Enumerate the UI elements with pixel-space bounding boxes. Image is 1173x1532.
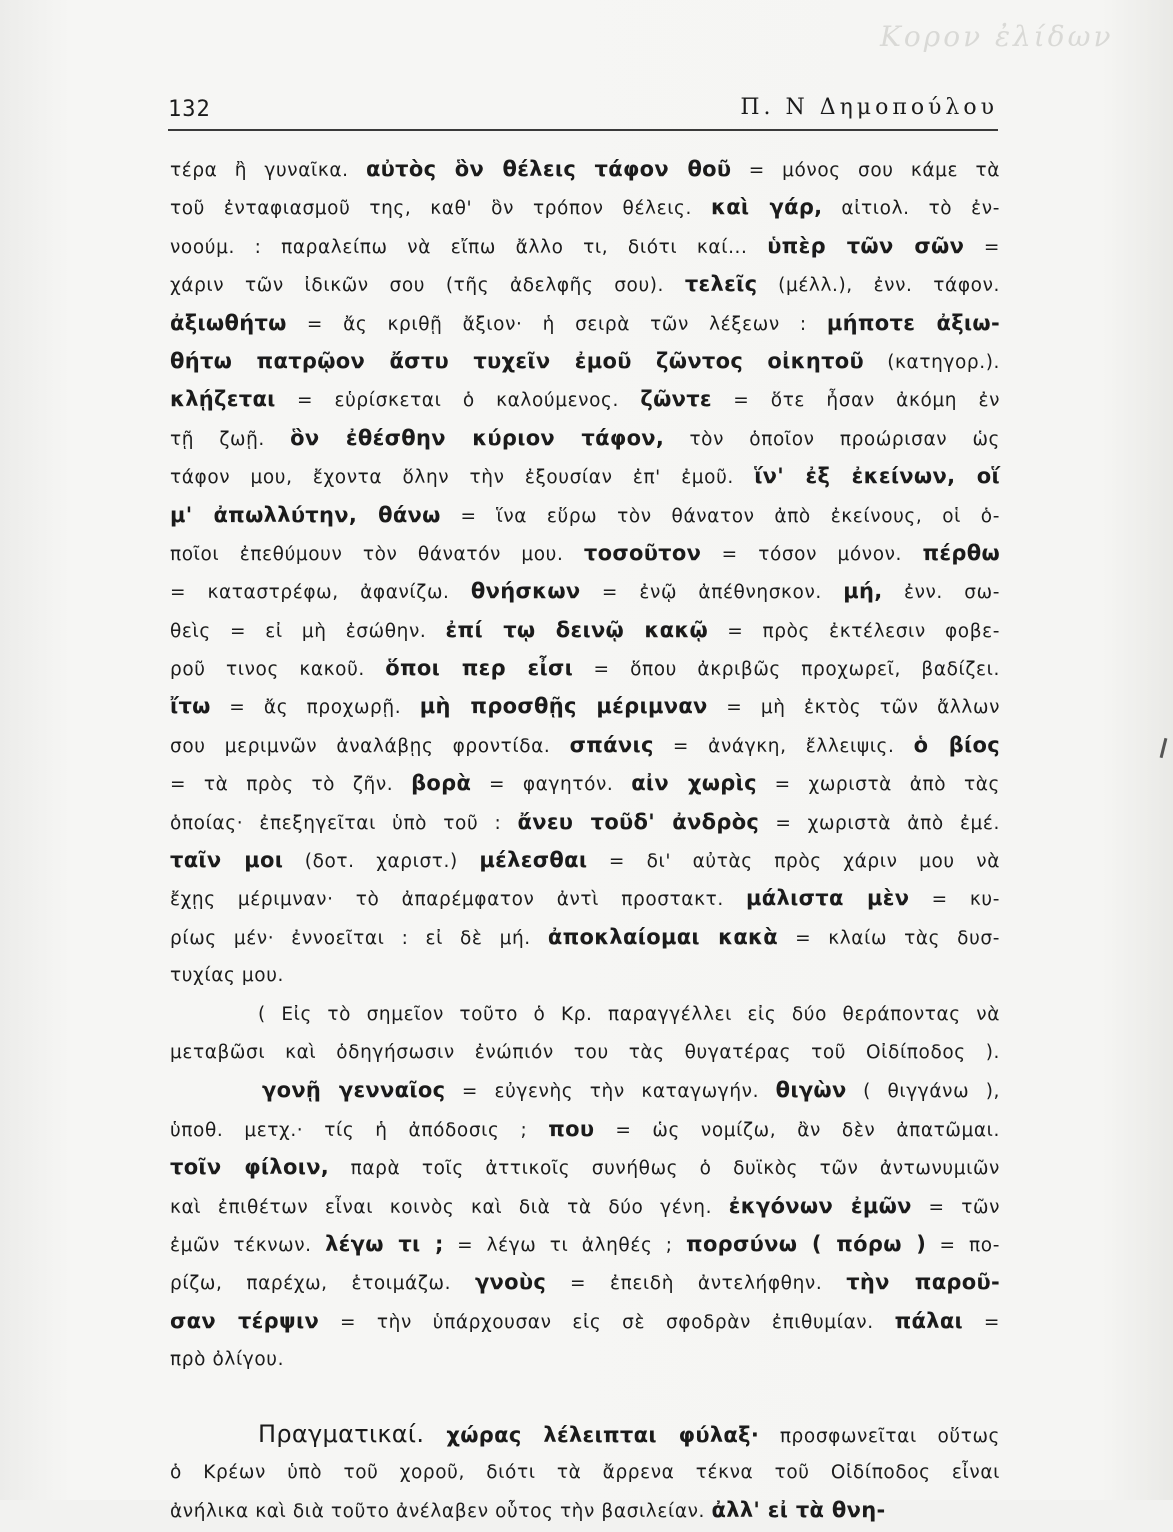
gloss-text: ἐνν. σω-	[882, 582, 1000, 604]
lemma-term: μὴ προσθῇς μέριμναν	[419, 694, 708, 719]
text-line	[170, 803, 1000, 841]
lemma-term: ζῶντε	[640, 387, 712, 412]
gloss-text: σου μεριμνῶν ἀναλάβῃς φροντίδα.	[170, 735, 570, 757]
gloss-text: μεταβῶσι καὶ ὁδηγήσωσιν ἐνώπιόν του τὰς θυγατέρας τοῦ Οἰδίποδος ).	[170, 1041, 1000, 1063]
gloss-text: νοούμ. : παραλείπω νὰ εἴπω ἄλλο τι, διότι καί...	[170, 236, 768, 258]
text-line	[170, 496, 1000, 534]
gloss-text: τυχίας μου.	[170, 965, 284, 987]
gloss-text: ( Εἰς τὸ σημεῖον τοῦτο ὁ Κρ. παραγγέλλει εἰς δύο θεράποντας νὰ	[258, 1003, 1000, 1025]
lemma-term: τοῖν φίλοιν,	[170, 1155, 330, 1180]
gloss-text: χάριν τῶν ἰδικῶν σου (τῆς ἀδελφῆς σου).	[170, 275, 685, 297]
lemma-term: μέλεσθαι	[479, 848, 588, 873]
text-line	[170, 649, 1000, 687]
commentary-body	[170, 150, 1000, 1530]
text-line	[170, 227, 1000, 265]
text-line	[170, 1110, 1000, 1148]
text-line	[170, 1071, 1000, 1109]
bleed-through-text: Κορον ἐλίδων	[880, 20, 1114, 53]
lemma-term: Πραγματικαί.	[258, 1419, 447, 1448]
text-line	[170, 726, 1000, 764]
gloss-text: = ἄς κριθῇ ἄξιον· ἡ σειρὰ τῶν λέξεων :	[286, 313, 827, 335]
lemma-term: βορὰ	[411, 771, 472, 796]
text-line	[170, 611, 1000, 649]
gloss-text: = ἐπειδὴ ἀντελήφθην.	[546, 1273, 847, 1295]
gloss-text: = ἐνῷ ἀπέθνησκον.	[580, 582, 844, 604]
text-line	[170, 995, 1000, 1033]
gloss-text: = ὡς νομίζω, ἂν δὲν ἀπατῶμαι.	[594, 1119, 1000, 1141]
lemma-term: αὐτὸς ὃν θέλεις τάφον θοῦ	[365, 157, 732, 181]
text-line	[170, 879, 1000, 917]
text-line	[170, 1148, 1000, 1186]
text-line	[170, 1453, 1000, 1491]
gloss-text: προσφωνεῖται οὕτως	[759, 1425, 1000, 1447]
text-line	[170, 534, 1000, 572]
text-line	[170, 1415, 1000, 1453]
lemma-term: θήτω πατρῷον ἄστυ τυχεῖν ἐμοῦ ζῶντος οἰκητοῦ	[170, 348, 865, 373]
lemma-term: θνήσκων	[470, 579, 581, 604]
lemma-term: χώρας λέλειπται φύλαξ·	[446, 1422, 760, 1447]
gloss-text: ὁποίας· ἐπεξηγεῖται ὑπὸ τοῦ :	[170, 812, 518, 834]
page-header	[168, 95, 998, 131]
gloss-text: παρὰ τοῖς ἀττικοῖς συνήθως ὁ δυϊκὸς τῶν ἀντωνυμιῶν	[329, 1158, 1000, 1180]
gloss-text: τῇ ζωῇ.	[170, 428, 291, 450]
text-line	[170, 572, 1000, 610]
lemma-term: θιγὼν	[775, 1078, 847, 1103]
lemma-term: μ' ἀπωλλύτην, θάνω	[170, 502, 441, 527]
gloss-text: αἰτιολ. τὸ ἐν-	[822, 198, 1000, 220]
gloss-text: = ὅτε ἦσαν ἀκόμη ἐν	[711, 390, 1000, 412]
text-line	[170, 1302, 1000, 1340]
gloss-text: (κατηγορ.).	[864, 351, 1000, 373]
lemma-term: ἴτω	[170, 694, 211, 719]
text-line	[170, 956, 1000, 994]
text-line	[170, 841, 1000, 879]
page-number: 132	[168, 97, 211, 122]
text-line	[170, 764, 1000, 802]
gloss-text: = λέγω τι ἀληθές ;	[443, 1234, 687, 1256]
gloss-text: = ἀνάγκη, ἔλλειψις.	[653, 735, 914, 757]
lemma-term: ἀποκλαίομαι κακὰ	[547, 924, 779, 949]
text-line	[170, 304, 1000, 342]
lemma-term: κλῄζεται	[170, 387, 276, 412]
gloss-text: ἀνήλικα καὶ διὰ τοῦτο ἀνέλαβεν οὗτος τὴν βασιλείαν.	[170, 1501, 712, 1523]
text-line	[170, 380, 1000, 418]
gloss-text: = τόσον μόνον.	[701, 543, 923, 565]
text-line	[170, 1263, 1000, 1301]
gloss-text: ὁ Κρέων ὑπὸ τοῦ χοροῦ, διότι τὰ ἄρρενα τέκνα τοῦ Οἰδίποδος εἶναι	[170, 1461, 1000, 1483]
margin-mark	[1160, 738, 1168, 758]
gloss-text: = δι' αὐτὰς πρὸς χάριν μου νὰ	[587, 851, 1000, 873]
text-line	[170, 265, 1000, 303]
gloss-text: =	[964, 236, 1000, 258]
gloss-text: = εὑρίσκεται ὁ καλούμενος.	[275, 390, 641, 412]
gloss-text: ἔχῃς μέριμναν· τὸ ἀπαρέμφατον ἀντὶ προστακτ.	[170, 889, 747, 911]
lemma-term: πέρθω	[922, 540, 1000, 565]
gloss-text: τὸν ὁποῖον προώρισαν ὡς	[664, 428, 1000, 450]
text-line	[170, 1225, 1000, 1263]
lemma-term: γνοὺς	[474, 1270, 547, 1295]
lemma-term: ἄνευ τοῦδ' ἀνδρὸς	[517, 809, 760, 834]
gloss-text: = χωριστὰ ἀπὸ τὰς	[756, 774, 1000, 796]
lemma-term: ἀξιωθήτω	[170, 310, 287, 335]
gloss-text: = τὰ πρὸς τὸ ζῆν.	[170, 774, 412, 796]
lemma-term: ὃν ἐθέσθην κύριον τάφον,	[290, 425, 665, 450]
text-line	[170, 1187, 1000, 1225]
lemma-term: μή,	[843, 579, 883, 604]
lemma-term: μάλιστα μὲν	[746, 886, 910, 911]
gloss-text: = καταστρέφω, ἀφανίζω.	[170, 582, 471, 604]
text-line	[170, 150, 1000, 188]
gloss-text: = μὴ ἐκτὸς τῶν ἄλλων	[707, 697, 1000, 719]
gloss-text: = κλαίω τὰς δυσ-	[778, 927, 1001, 949]
text-line	[170, 1491, 1000, 1529]
text-line	[170, 1033, 1000, 1071]
gloss-text: ποῖοι ἐπεθύμουν τὸν θάνατόν μου.	[170, 543, 584, 565]
gloss-text: =	[963, 1311, 1000, 1333]
gloss-text: ρίζω, παρέχω, ἑτοιμάζω.	[170, 1273, 475, 1295]
lemma-term: ἐκγόνων ἐμῶν	[728, 1193, 912, 1218]
paragraph-gap	[170, 1379, 1000, 1415]
gloss-text: (δοτ. χαριστ.)	[283, 851, 480, 873]
lemma-term: ὑπὲρ τῶν σῶν	[767, 233, 965, 258]
gloss-text: = κυ-	[909, 889, 1000, 911]
text-line	[170, 918, 1000, 956]
gloss-text: πρὸ ὀλίγου.	[170, 1349, 285, 1371]
lemma-term: αἰν χωρὶς	[631, 771, 757, 796]
lemma-term: ὅποι περ εἶσι	[385, 656, 574, 681]
gloss-text: ( θιγγάνω ),	[846, 1081, 1000, 1103]
lemma-term: ἀλλ' εἰ τὰ θνη-	[711, 1498, 886, 1523]
gloss-text: = ὅπου ἀκριβῶς προχωρεῖ, βαδίζει.	[573, 659, 1000, 681]
running-head: Π. Ν Δημοπούλου	[740, 95, 998, 120]
text-line	[170, 687, 1000, 725]
lemma-term: ὁ βίος	[913, 732, 1000, 757]
lemma-term: ἵν' ἐξ ἐκείνων, οἵ	[754, 464, 1001, 489]
lemma-term: ἐπί τῳ δεινῷ κακῷ	[445, 617, 709, 642]
gloss-text: τάφον μου, ἔχοντα ὅλην τὴν ἐξουσίαν ἐπ' ἐμοῦ.	[170, 467, 755, 489]
text-line	[170, 342, 1000, 380]
text-line	[170, 188, 1000, 226]
gloss-text: = ἄς προχωρῇ.	[210, 697, 420, 719]
text-line	[170, 419, 1000, 457]
lemma-term: πορσύνω ( πόρω )	[686, 1231, 927, 1256]
lemma-term: σαν τέρψιν	[170, 1308, 320, 1333]
lemma-term: τὴν παροῦ-	[846, 1270, 1000, 1295]
lemma-term: τελεῖς	[684, 272, 758, 297]
gloss-text: τέρα ἢ γυναῖκα.	[170, 160, 366, 181]
lemma-term: πάλαι	[894, 1308, 964, 1333]
gloss-text: τοῦ ἐνταφιασμοῦ της, καθ' ὃν τρόπον θέλεις.	[170, 198, 711, 220]
gloss-text: = φαγητόν.	[471, 774, 632, 796]
gloss-text: = ἵνα εὕρω τὸν θάνατον ἀπὸ ἐκείνους, οἱ ὁ-	[440, 505, 1000, 527]
gloss-text: ρίως μέν· ἐννοεῖται : εἰ δὲ μή.	[170, 927, 548, 949]
lemma-term: σπάνις	[569, 732, 654, 757]
gloss-text: ἐμῶν τέκνων.	[170, 1234, 326, 1256]
gloss-text: = πο-	[926, 1234, 1000, 1256]
gloss-text: ροῦ τινος κακοῦ.	[170, 659, 386, 681]
gloss-text: = χωριστὰ ἀπὸ ἐμέ.	[759, 812, 1000, 834]
lemma-term: ταῖν μοι	[170, 848, 284, 873]
lemma-term: γονῇ γενναῖος	[262, 1078, 446, 1103]
lemma-term: λέγω τι ;	[325, 1231, 444, 1256]
lemma-term: που	[548, 1116, 595, 1141]
lemma-term: καὶ γάρ,	[710, 195, 823, 220]
gloss-text: = τῶν	[911, 1196, 1001, 1218]
gloss-text: = εὐγενὴς τὴν καταγωγήν.	[445, 1081, 776, 1103]
gloss-text: καὶ ἐπιθέτων εἶναι κοινὸς καὶ διὰ τὰ δύο γένη.	[170, 1196, 729, 1218]
gloss-text: = πρὸς ἐκτέλεσιν φοβε-	[708, 620, 1001, 642]
lemma-term: τοσοῦτον	[583, 540, 702, 565]
text-line	[170, 1340, 1000, 1378]
gloss-text: = μόνος σου κάμε τὰ	[731, 160, 1000, 181]
gloss-text: θεὶς = εἰ μὴ ἐσώθην.	[170, 620, 446, 642]
gloss-text: = τὴν ὑπάρχουσαν εἰς σὲ σφοδρὰν ἐπιθυμίαν.	[319, 1311, 895, 1333]
text-line	[170, 457, 1000, 495]
gloss-text: ὑποθ. μετχ.· τίς ἡ ἀπόδοσις ;	[170, 1119, 549, 1141]
lemma-term: μήποτε ἀξιω-	[826, 310, 1000, 335]
gloss-text: (μέλλ.), ἐνν. τάφον.	[757, 275, 1000, 297]
